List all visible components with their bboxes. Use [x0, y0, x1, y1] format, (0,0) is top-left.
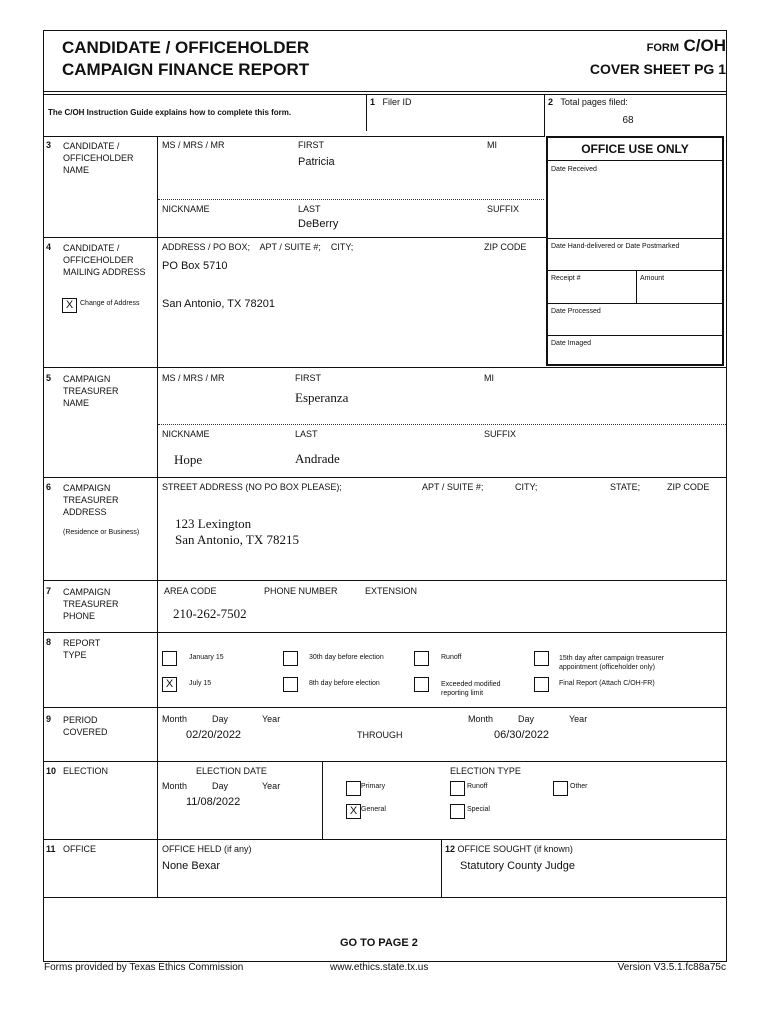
- office-held-label: OFFICE HELD (if any): [162, 844, 252, 854]
- date-imaged-label: Date Imaged: [551, 340, 592, 347]
- report-runoff-label: Runoff: [441, 654, 462, 661]
- sec4-zip-label: ZIP CODE: [484, 242, 527, 252]
- section-8-label: REPORT TYPE: [63, 638, 101, 660]
- period-from-date[interactable]: 02/20/2022: [186, 729, 242, 741]
- report-8day-label: 8th day before election: [309, 680, 380, 687]
- section-8-num: 8: [46, 637, 52, 647]
- section-4-label: CANDIDATE / OFFICEHOLDER MAILING ADDRESS: [63, 243, 146, 277]
- filer-id-num: 1: [370, 97, 376, 107]
- section-3-num: 3: [46, 140, 52, 150]
- filer-id-label: Filer ID: [382, 97, 412, 107]
- sec9-to-month-label: Month: [468, 714, 494, 724]
- report-final-checkbox[interactable]: [534, 677, 549, 692]
- sec7-area-label: AREA CODE: [164, 586, 217, 596]
- sec6-apt-label: APT / SUITE #;: [422, 482, 484, 492]
- sec7-ext-label: EXTENSION: [365, 586, 418, 596]
- amount-label: Amount: [640, 275, 665, 282]
- sec3-nickname-label: NICKNAME: [162, 204, 210, 214]
- election-date-label: ELECTION DATE: [196, 766, 267, 776]
- treasurer-first-name[interactable]: Esperanza: [295, 390, 349, 405]
- footer-version: Version V3.5.1.fc88a75c: [617, 962, 726, 973]
- report-jan15-checkbox[interactable]: [162, 651, 177, 666]
- election-runoff-label: Runoff: [467, 783, 488, 790]
- election-runoff-checkbox[interactable]: [450, 781, 465, 796]
- form-title-line1: CANDIDATE / OFFICEHOLDER: [62, 38, 310, 57]
- office-sought-label: OFFICE SOUGHT (if known): [457, 844, 573, 854]
- candidate-last-name[interactable]: DeBerry: [298, 218, 339, 230]
- section-10-num: 10: [46, 766, 57, 776]
- report-8day-checkbox[interactable]: [283, 677, 298, 692]
- section-9-label: PERIOD COVERED: [63, 715, 108, 737]
- instruction-text: The C/OH Instruction Guide explains how to complete this form.: [48, 108, 292, 117]
- election-general-checkbox[interactable]: X: [346, 804, 361, 819]
- sec9-from-month-label: Month: [162, 714, 188, 724]
- sec6-zip-label: ZIP CODE: [667, 482, 710, 492]
- section-5-label: CAMPAIGN TREASURER NAME: [63, 374, 119, 408]
- mailing-address-line2[interactable]: San Antonio, TX 78201: [162, 298, 275, 310]
- report-30day-checkbox[interactable]: [283, 651, 298, 666]
- sec6-street-label: STREET ADDRESS (NO PO BOX PLEASE);: [162, 482, 342, 492]
- election-special-checkbox[interactable]: [450, 804, 465, 819]
- section-11-label: OFFICE: [63, 844, 96, 854]
- section-6-num: 6: [46, 482, 52, 492]
- form-code: C/OH: [683, 36, 726, 55]
- sec4-address-label: ADDRESS / PO BOX; APT / SUITE #; CITY;: [162, 242, 354, 252]
- office-held-value[interactable]: None Bexar: [162, 860, 221, 872]
- sec10-month-label: Month: [162, 781, 188, 791]
- sec5-mi-label: MI: [484, 373, 494, 383]
- section-10-label: ELECTION: [63, 766, 109, 776]
- total-pages-num: 2: [548, 97, 554, 107]
- candidate-first-name[interactable]: Patricia: [298, 156, 335, 168]
- section-7-label: CAMPAIGN TREASURER PHONE: [63, 587, 119, 621]
- section-6-sub: (Residence or Business): [63, 529, 140, 536]
- footer-url[interactable]: www.ethics.state.tx.us: [330, 962, 429, 973]
- treasurer-address-line2[interactable]: San Antonio, TX 78215: [175, 532, 299, 547]
- period-through-label: THROUGH: [357, 730, 403, 740]
- date-hand-delivered-label: Date Hand-delivered or Date Postmarked: [551, 243, 680, 250]
- receipt-label: Receipt #: [551, 275, 581, 282]
- sec3-first-label: FIRST: [298, 140, 324, 150]
- section-9-num: 9: [46, 714, 52, 724]
- report-exceeded-label-1: Exceeded modified: [441, 681, 501, 688]
- footer-provider: Forms provided by Texas Ethics Commission: [44, 962, 244, 973]
- election-other-label: Other: [570, 783, 588, 790]
- section-5-num: 5: [46, 373, 52, 383]
- report-final-label: Final Report (Attach C/OH-FR): [559, 680, 655, 687]
- form-title-line2: CAMPAIGN FINANCE REPORT: [62, 60, 310, 79]
- treasurer-last-name[interactable]: Andrade: [295, 451, 340, 466]
- office-sought-value[interactable]: Statutory County Judge: [460, 860, 575, 872]
- form-word: FORM: [646, 42, 680, 54]
- mailing-address-line1[interactable]: PO Box 5710: [162, 260, 228, 272]
- sec10-year-label: Year: [262, 781, 281, 791]
- election-special-label: Special: [467, 806, 490, 813]
- report-runoff-checkbox[interactable]: [414, 651, 429, 666]
- sec5-suffix-label: SUFFIX: [484, 429, 517, 439]
- report-exceeded-label-2: reporting limit: [441, 690, 484, 697]
- section-3-label: CANDIDATE / OFFICEHOLDER NAME: [63, 141, 134, 175]
- date-received-label: Date Received: [551, 166, 597, 173]
- sec3-suffix-label: SUFFIX: [487, 204, 520, 214]
- treasurer-nickname[interactable]: Hope: [174, 452, 203, 467]
- filer-id-input[interactable]: [372, 112, 540, 128]
- election-other-checkbox[interactable]: [553, 781, 568, 796]
- report-15day-label-2: appointment (officeholder only): [559, 664, 655, 671]
- report-exceeded-checkbox[interactable]: [414, 677, 429, 692]
- section-12-num: 12: [445, 844, 456, 854]
- section-11-num: 11: [46, 844, 56, 854]
- report-jan15-label: January 15: [189, 654, 224, 661]
- report-15day-label-1: 15th day after campaign treasurer: [559, 655, 665, 662]
- sec9-from-day-label: Day: [212, 714, 229, 724]
- election-primary-checkbox[interactable]: [346, 781, 361, 796]
- go-to-page-2: GO TO PAGE 2: [340, 937, 418, 949]
- sec9-from-year-label: Year: [262, 714, 281, 724]
- treasurer-phone[interactable]: 210-262-7502: [173, 606, 247, 621]
- report-30day-label: 30th day before election: [309, 654, 384, 661]
- election-type-label: ELECTION TYPE: [450, 766, 521, 776]
- sec5-last-label: LAST: [295, 429, 318, 439]
- total-pages-label: Total pages filed:: [560, 97, 628, 107]
- sec5-nickname-label: NICKNAME: [162, 429, 210, 439]
- sec5-ms-label: MS / MRS / MR: [162, 373, 225, 383]
- sec7-phone-label: PHONE NUMBER: [264, 586, 338, 596]
- sec10-day-label: Day: [212, 781, 229, 791]
- section-7-num: 7: [46, 586, 52, 596]
- section-6-label: CAMPAIGN TREASURER ADDRESS: [63, 483, 119, 517]
- report-jul15-label: July 15: [189, 680, 212, 687]
- sec9-to-year-label: Year: [569, 714, 588, 724]
- change-of-address-label: Change of Address: [80, 300, 140, 307]
- treasurer-address-line1[interactable]: 123 Lexington: [175, 516, 252, 531]
- sec3-last-label: LAST: [298, 204, 321, 214]
- section-4-num: 4: [46, 242, 52, 252]
- date-processed-label: Date Processed: [551, 308, 601, 315]
- sec6-state-label: STATE;: [610, 482, 641, 492]
- total-pages-input[interactable]: 68: [622, 115, 634, 126]
- sec5-first-label: FIRST: [295, 373, 321, 383]
- office-use-title: OFFICE USE ONLY: [581, 142, 689, 156]
- cover-sheet-label: COVER SHEET PG 1: [589, 61, 726, 77]
- change-of-address-checkbox[interactable]: X: [62, 298, 77, 313]
- period-to-date[interactable]: 06/30/2022: [494, 729, 550, 741]
- election-date-value[interactable]: 11/08/2022: [186, 796, 241, 808]
- sec3-mi-label: MI: [487, 140, 497, 150]
- election-primary-label: Primary: [361, 783, 386, 790]
- sec6-city-label: CITY;: [515, 482, 538, 492]
- report-15day-checkbox[interactable]: [534, 651, 549, 666]
- report-jul15-checkbox[interactable]: X: [162, 677, 177, 692]
- election-general-label: General: [361, 806, 386, 813]
- sec9-to-day-label: Day: [518, 714, 535, 724]
- sec3-ms-label: MS / MRS / MR: [162, 140, 225, 150]
